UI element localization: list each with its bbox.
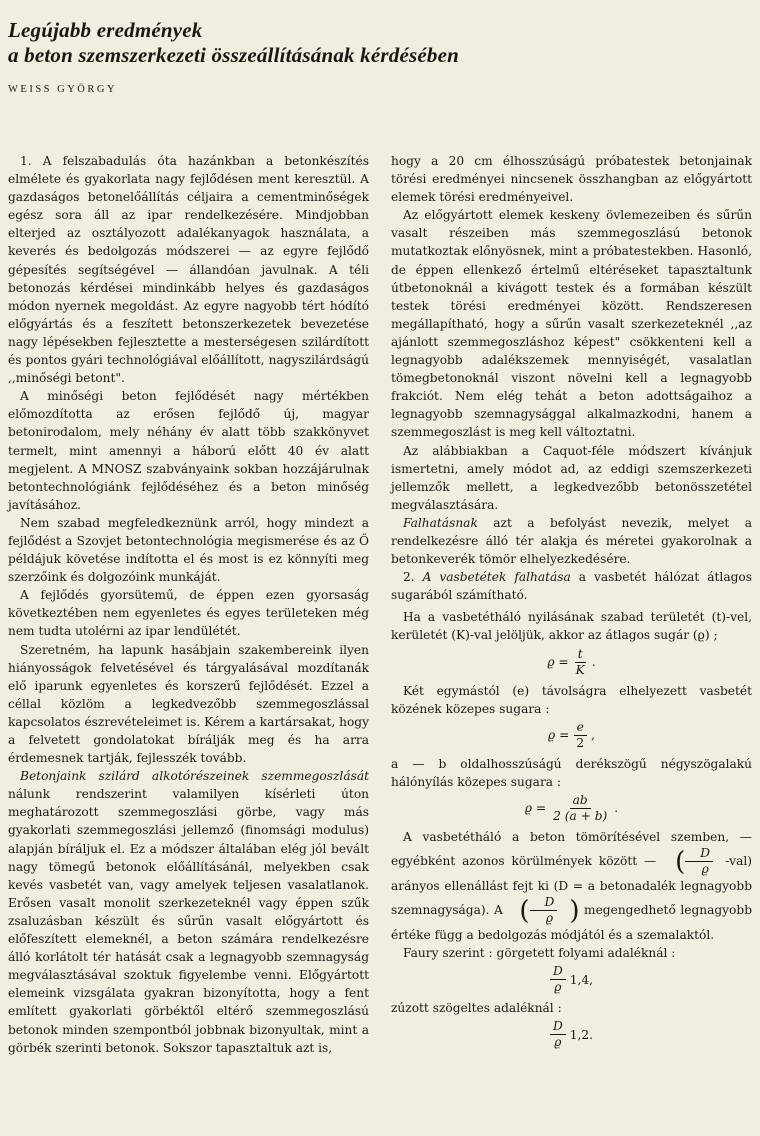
fraction-tail: -val)	[725, 854, 752, 869]
denominator: ϱ	[701, 862, 709, 876]
author-name: WEISS GYÖRGY	[8, 84, 118, 95]
numerator: ab	[570, 793, 591, 809]
denominator: ϱ	[554, 1035, 562, 1050]
numerator: D	[550, 964, 566, 980]
fraction	[573, 647, 588, 678]
left-column	[8, 152, 369, 1057]
denominator: 2 (a + b)	[553, 808, 608, 823]
italic-term: Falhatásnak	[403, 515, 478, 530]
paragraph: zúzott szögeltes adaléknál :	[391, 1001, 562, 1016]
fraction	[550, 793, 610, 824]
denominator: K	[575, 662, 585, 677]
fraction	[550, 964, 566, 995]
denominator: ϱ	[545, 911, 554, 926]
paragraph: a — b oldalhosszúságú derékszögű négyszögalakú hálónyílás közepes sugara :	[391, 756, 752, 789]
numerator: D	[550, 1019, 566, 1035]
formula-lhs: ϱ =	[524, 801, 547, 816]
paragraph: Szeretném, ha lapunk hasábjain szakembereink ilyen hiányosságok felvetésével és tárgyalásával mozdítanák elő iparunk egyenletes és korszerű fejlődését. Ezzel a céllal közlöm a legkedvezőbb szemmegoszlással kapcsolatos észrevételeimet is. Kérem a kartársakat, hogy a felvetett gondolatokat bírálják meg és ha arra érdemesnek tartják, fejlesszék tovább.	[8, 642, 369, 766]
formula-tail: .	[591, 654, 596, 669]
paragraph: A fejlődés gyorsütemű, de éppen ezen gyorsaság következtében nem egyenletes és egyes területeken még nem tudta utolérni az ipar lendülétét.	[8, 588, 369, 639]
formula-value: 1,4,	[569, 972, 594, 987]
fraction	[550, 1019, 566, 1050]
denominator: ϱ	[554, 980, 562, 995]
denominator: 2	[576, 735, 585, 750]
inline-fraction: ( $\frac{D}{ϱ}$ )	[519, 895, 580, 926]
paragraph	[8, 767, 369, 1057]
formula-rectangle	[391, 793, 752, 824]
paragraph-text: azt a befolyást nevezik, melyet a rendelkezésre álló tér alakja és méretei gyakorolnak a betonkeverék tömör elhelyezkedésére.	[391, 515, 752, 567]
numerator: e	[574, 720, 587, 736]
paragraph-text: arányos ellenállást fejt ki (D = a betonadalék legnagyobb szemnagysága). A	[391, 879, 752, 918]
formula-lhs: ϱ =	[547, 654, 569, 669]
paragraph: Két egymástól (e) távolságra elhelyezett vasbetét közének közepes sugara :	[391, 683, 752, 716]
numerator: D	[530, 895, 558, 911]
right-column	[391, 152, 752, 1054]
formula-faury-crushed	[391, 1019, 752, 1050]
paragraph	[391, 828, 752, 944]
formula-value: 1,2.	[569, 1027, 594, 1042]
formula-lhs: ϱ =	[548, 728, 570, 743]
paragraph-text: a vasbetét hálózat átlagos sugarából számítható.	[391, 570, 752, 603]
paragraph-text: nálunk rendszerint valamilyen kísérleti úton meghatározott szemmegoszlási görbe, vagy más gyakorlati szemmegoszlási jellemző (finomsági modulus) alapján bíráljuk el. Ez a módszer általában elég jól bevált nagy tömegű betonok előállításánál, melyekben csak kevés vasbetét van, vagy amelyek teljesen vasalatlanok. Erősen vasalt monolit szerkezeteknél vagy éppen szűk zsaluzásban készült és sűrűn vasalt előgyártott és előfeszített elemeknél, a beton számára rendelkezésre álló korlátolt tér hatását csak a legnagyobb szemnagyság megválasztásával szoktuk figyelembe venni. Előgyártott elemeink vizsgálata gyakran bizonyította, hogy a fent említett gyakorlati görbéktől eltérő szemmegoszlású betonok minden szempontból jobbnak bizonyultak, mint a görbék szerinti betonok. Sokszor tapasztaltuk azt is,	[8, 787, 369, 1055]
formula-radius	[391, 647, 752, 678]
paragraph: Nem szabad megfeledkeznünk arról, hogy mindezt a fejlődést a Szovjet betontechnológia megismerése és az Ő példájuk követése indította el és most is ez könnyíti meg szerzőink és dolgozóink munkáját.	[8, 515, 369, 585]
paragraph	[391, 514, 752, 568]
inline-fraction: ( $\frac{D}{ϱ}$ -val)	[675, 846, 752, 877]
italic-term: A vasbetétek falhatása	[422, 570, 571, 585]
paragraph: A minőségi beton fejlődését nagy mértékben előmozdította az erősen fejlődő új, magyar betonirodalom, mely néhány év alatt több szakkönyvet termelt, mint amennyi a háború előtt 40 év alatt megjelent. A MNOSZ szabványaink sokban hozzájárulnak betontechnológiánk fejlődéséhez és a beton minőség javításához.	[8, 389, 369, 512]
title-line-2: a beton szemszerkezeti összeállításának kérdésében	[8, 43, 459, 67]
italic-term: Betonjaink szilárd alkotórészeinek szemmegoszlását	[20, 769, 369, 784]
article-title	[8, 18, 748, 68]
paragraph: Ha a vasbetétháló nyilásának szabad területét (t)-vel, kerületét (K)-val jelöljük, akkor az átlagos sugár (ϱ) ;	[391, 610, 752, 643]
numerator: t	[575, 647, 586, 663]
numerator: D	[685, 846, 713, 862]
formula-tail: .	[614, 801, 619, 816]
paragraph: Az alábbiakban a Caquot-féle módszert kívánjuk ismertetni, amely módot ad, az eddigi szemszerkezeti jellemzők mellett, a legkedvezőbb betonösszetétel megválasztására.	[391, 443, 752, 512]
paragraph-text: megengedhető legnagyobb értéke függ a bedolgozás módjától és a szemalaktól.	[391, 903, 753, 943]
formula-spacing	[391, 720, 752, 751]
paragraph: hogy a 20 cm élhosszúságú próbatestek betonjainak törési eredményei nincsenek összhangban az előgyártott elemek törési eredményeivel.	[391, 154, 752, 205]
paragraph: Faury szerint : görgetett folyami adaléknál :	[403, 946, 676, 961]
formula-tail: ,	[591, 728, 595, 743]
paragraph: 1. A felszabadulás óta hazánkban a betonkészítés elmélete és gyakorlata nagy fejlődésen ment keresztül. A gazdaságos betonelőállítás céljaira a cementminőségek egész sora áll az ipar rendelkezésére. Mindjobban elterjed az osztályozott adalékanyagok használata, a keverés és bedolgozás módszerei — az egyre fejlődő gépesítés segítségével — állandóan javulnak. A téli betonozás kérdései mindinkább helyes és gazdaságos módon nyernek megoldást. Az egyre nagyobb tért hódító előgyártás és a feszített betonszerkezetek bevezetése nagy lépésekben fejlesztette a mesterségesen szilárdított és pontos gyári technológiával előállított, nagyszilárdságú ,,minőségi betont".	[8, 154, 369, 386]
fraction	[573, 720, 587, 751]
section-number: 2.	[403, 570, 423, 585]
paragraph	[391, 568, 752, 604]
title-line-1: Legújabb eredmények	[8, 18, 203, 42]
paragraph: Az előgyártott elemek keskeny övlemezeiben és sűrűn vasalt részeiben más szemmegoszlású betonok mutatkoztak előnyösnek, mint a próbatestekben. Hasonló, de éppen ellenkező értelmű eltéréseket tapasztaltunk útbetonoknál a kivágott testek és a formában készült testek törési eredményei között. Rendszeresen megállapítható, hogy a sűrűn vasalt szerkezeteknél ,,az ajánlott szemmegoszláshoz képest" csökkenteni kell a legnagyobb adalékszemek mennyiségét, vasalatlan tömegbetonoknál viszont növelni kell a legnagyobb frakciót. Nem elég tehát a beton adottságaihoz a legnagyobb szemnagysággal alkalmazkodni, hanem a szemmegoszlást is meg kell változtatni.	[391, 208, 752, 440]
paragraph-text: A vasbetétháló a beton tömörítésével szemben, — egyébként azonos körülmények között —	[391, 829, 752, 868]
formula-faury-rolled	[391, 964, 752, 995]
